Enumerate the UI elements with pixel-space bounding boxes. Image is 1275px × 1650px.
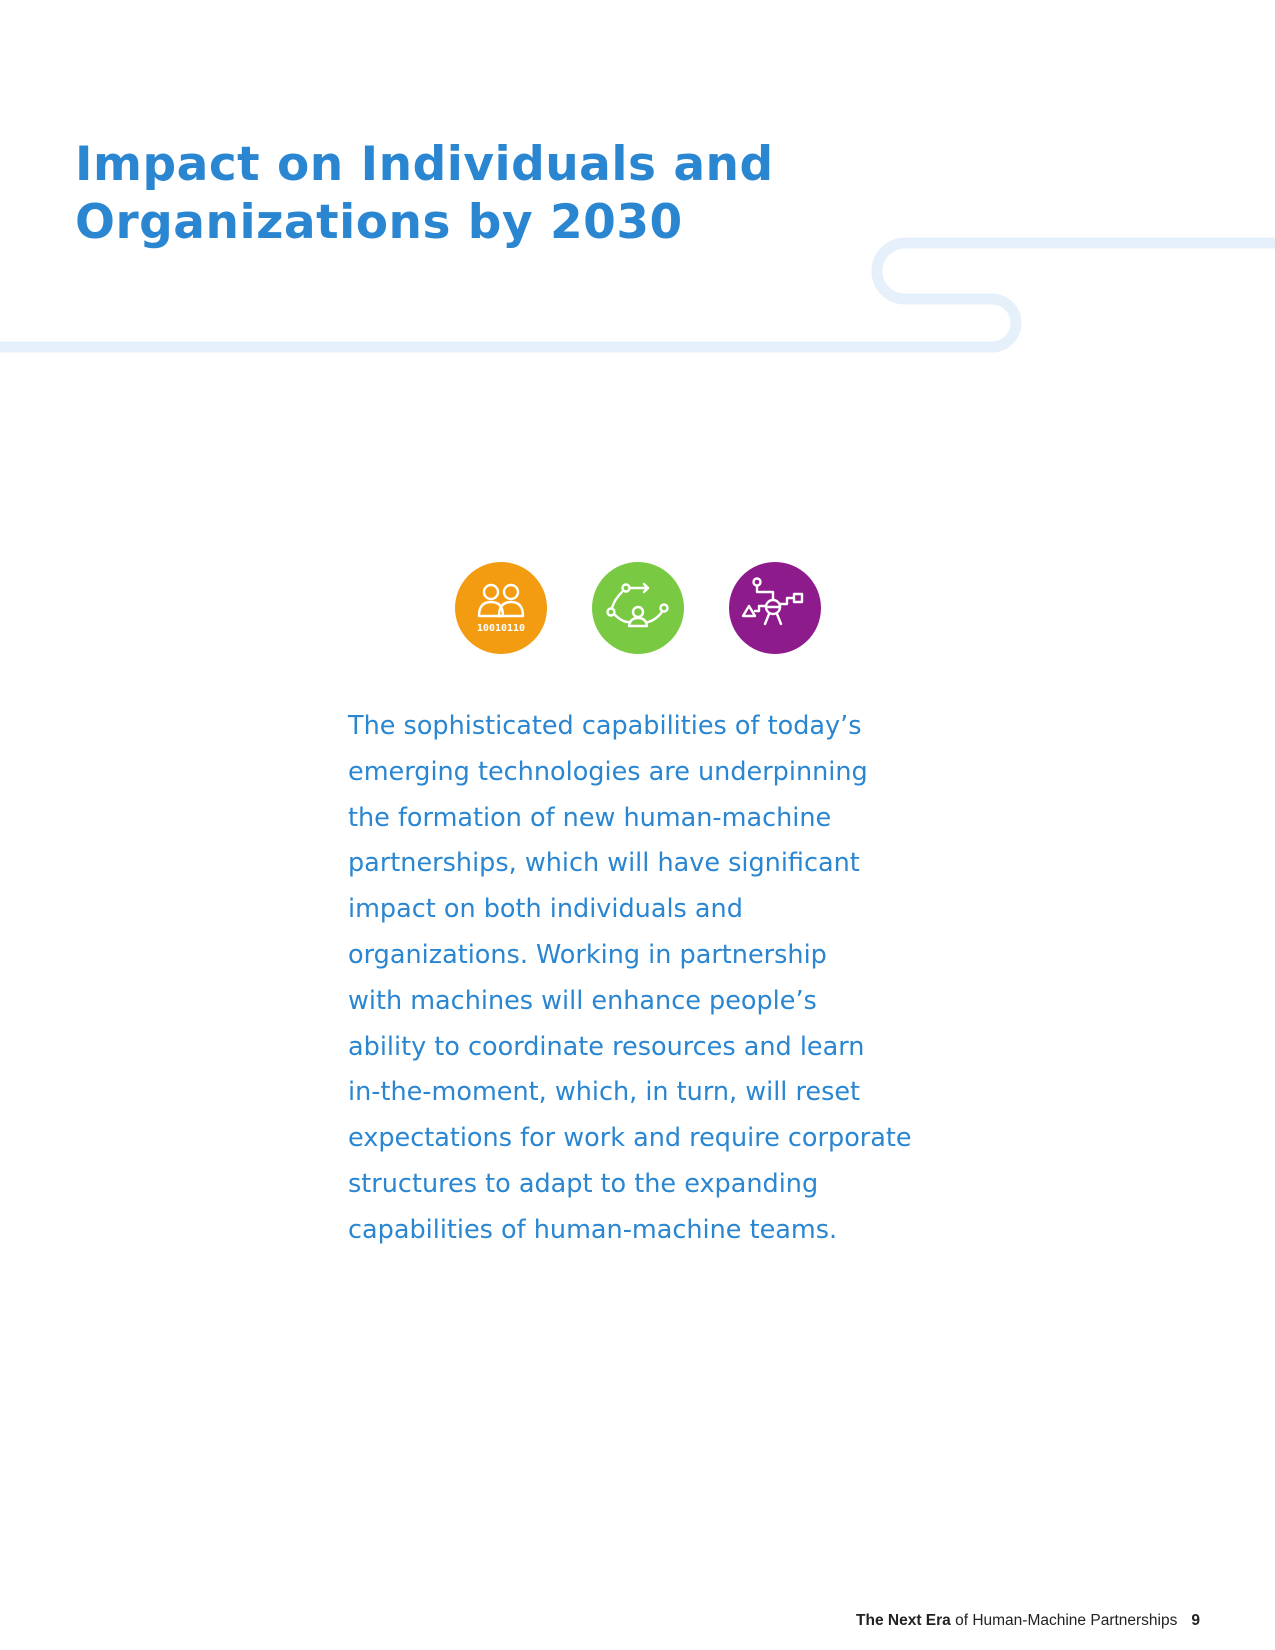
body-line: the formation of new human-machine [348,802,832,833]
body-line: structures to adapt to the expanding [348,1168,819,1199]
page-title [75,136,774,252]
footer-title-bold: The Next Era [856,1612,951,1629]
page-title-line: Organizations by 2030 [75,195,683,250]
body-line: with machines will enhance people’s [348,985,817,1016]
body-paragraph [348,704,988,1254]
page-number: 9 [1191,1612,1200,1629]
body-line: impact on both individuals and [348,894,743,925]
body-line: emerging technologies are underpinning [348,756,868,787]
body-line: ability to coordinate resources and learn [348,1031,865,1062]
footer-title-rest: of Human-Machine Partnerships [950,1612,1178,1629]
body-line: expectations for work and require corporate [348,1123,912,1154]
robot-workflow-icon [729,562,821,654]
people-binary-icon [455,562,547,654]
body-line: in-the-moment, which, in turn, will reset [348,1077,861,1108]
body-line: partnerships, which will have significant [348,848,860,879]
body-line: The sophisticated capabilities of today’s [348,711,862,741]
binary-digits: 10010110 [476,623,526,634]
network-cycle-icon [592,562,684,654]
body-line: organizations. Working in partnership [348,939,827,970]
body-line: capabilities of human-machine teams. [348,1214,838,1245]
page-footer [856,1612,1200,1630]
page-title-line: Impact on Individuals and [75,137,774,192]
